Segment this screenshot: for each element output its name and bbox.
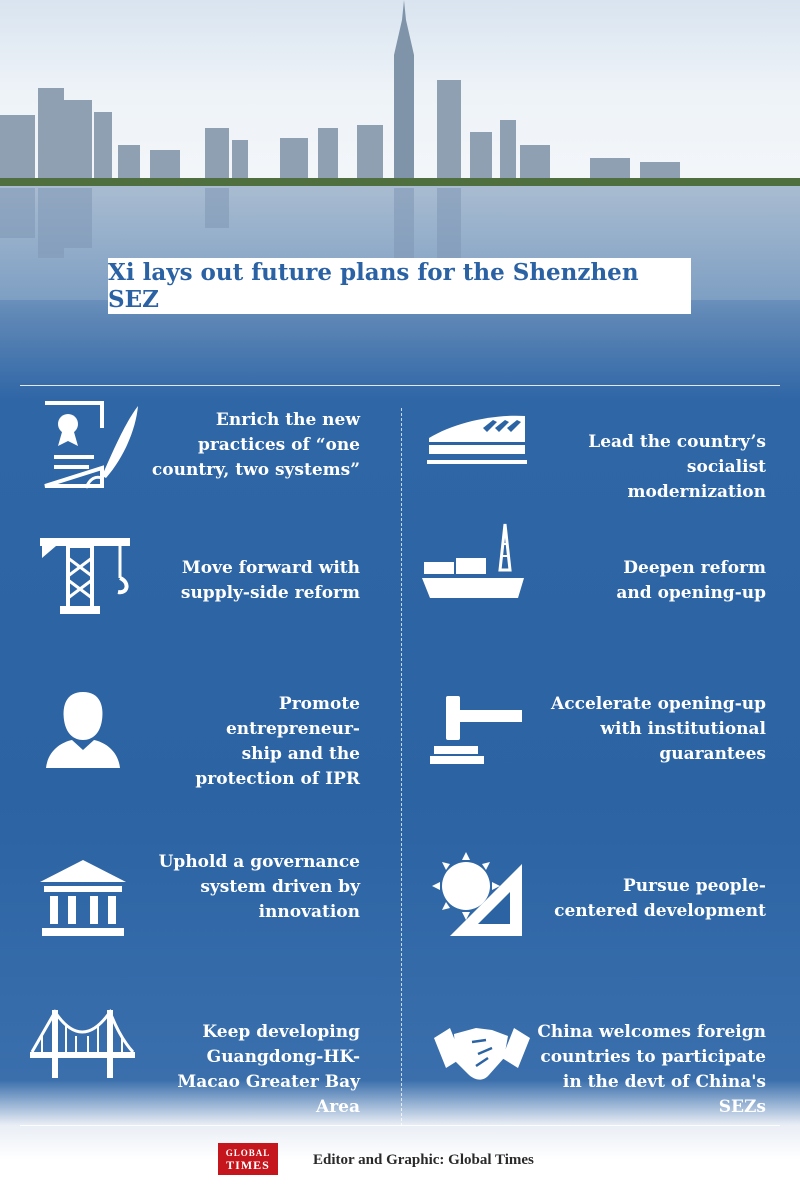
gavel-icon <box>428 692 528 767</box>
item-enrich-practices: Enrich the new practices of “one country, two systems” <box>151 410 360 480</box>
person-icon <box>42 688 124 770</box>
global-times-logo: GLOBAL TIMES <box>218 1143 278 1175</box>
item-deepen-reform: Deepen reform and opening-up <box>616 558 766 603</box>
credit-text: Editor and Graphic: Global Times <box>313 1152 534 1168</box>
government-building-icon <box>38 858 128 938</box>
item-foreign-participation: China welcomes foreign countries to participate in the devt of China's SEZs <box>537 1022 766 1117</box>
cargo-ship-icon <box>420 520 530 602</box>
item-institutional-guarantees: Accelerate opening-up with institutional guarantees <box>551 694 766 764</box>
item-people-centered: Pursue people- centered development <box>554 876 766 921</box>
item-supply-side-reform: Move forward with supply-side reform <box>180 558 360 603</box>
suspension-bridge-icon <box>30 1008 135 1080</box>
certificate-quill-icon <box>40 398 140 493</box>
item-greater-bay-area: Keep developing Guangdong-HK- Macao Greater Bay Area <box>177 1022 360 1117</box>
center-divider <box>401 408 402 1126</box>
handshake-icon <box>432 1018 532 1088</box>
title-banner <box>108 258 691 314</box>
sun-triangle-icon <box>432 850 527 940</box>
page-title: Xi lays out future plans for the Shenzhen SEZ <box>108 259 639 313</box>
item-lead-modernization: Lead the country’s socialist modernization <box>588 432 766 502</box>
item-governance-innovation: Uphold a governance system driven by innovation <box>158 852 360 922</box>
top-divider <box>20 385 780 386</box>
bullet-train-icon <box>425 410 530 470</box>
skyline-photo <box>0 0 800 300</box>
item-entrepreneurship-ipr: Promote entrepreneur- ship and the protection of IPR <box>195 694 360 789</box>
bottom-divider <box>20 1125 780 1126</box>
tower-crane-icon <box>38 528 133 616</box>
